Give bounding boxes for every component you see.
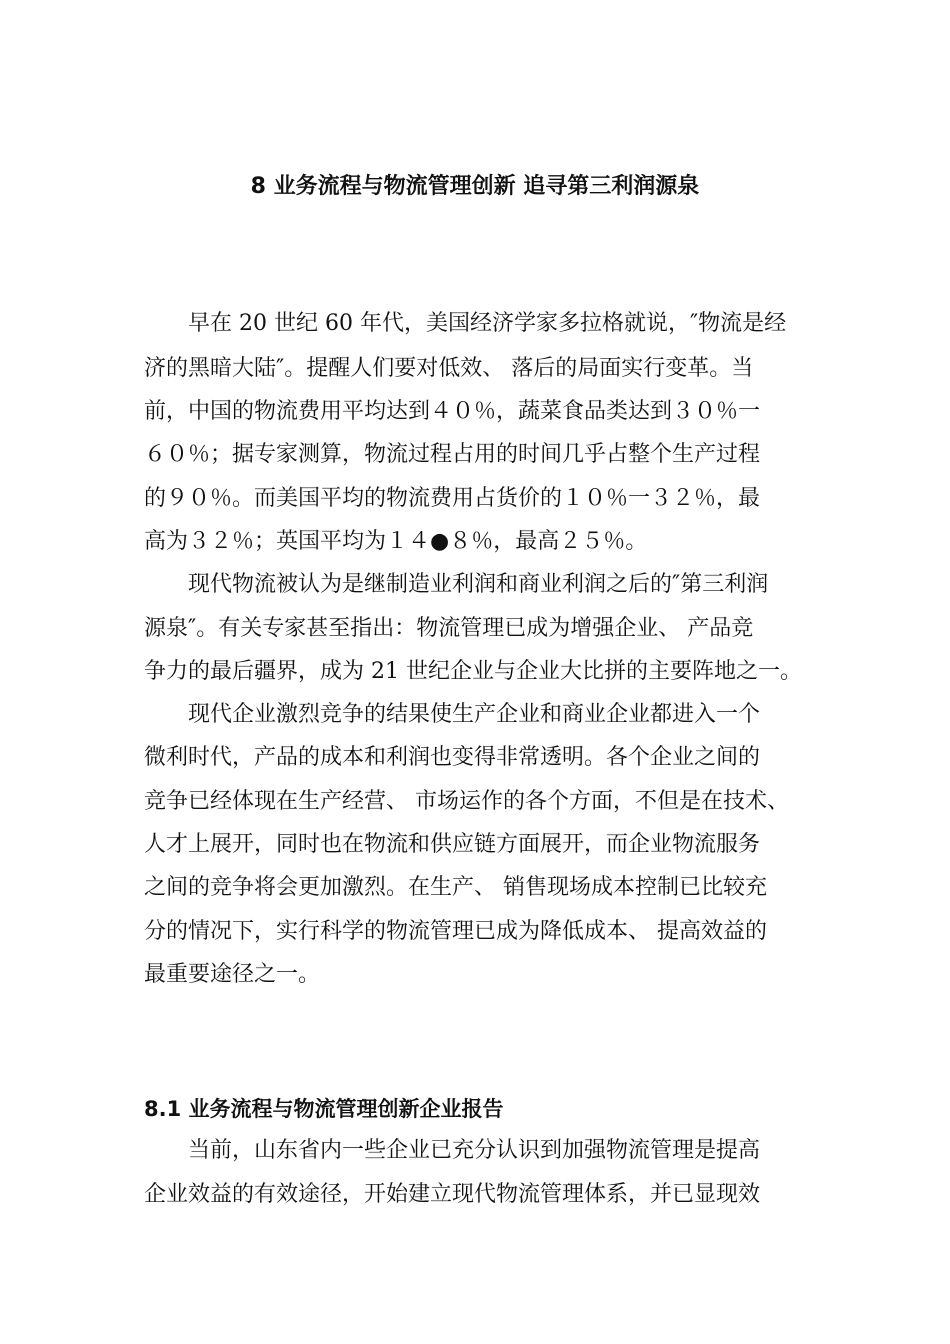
paragraph-line: 现代物流被认为是继制造业利润和商业利润之后的″第三利润 — [188, 572, 769, 597]
paragraph-line: 早在 20 世纪 60 年代，美国经济学家多拉格就说，″物流是经 — [188, 311, 787, 336]
paragraph-line: 最重要途径之一。 — [144, 962, 321, 987]
paragraph-line: 分的情况下，实行科学的物流管理已成为降低成本、 提高效益的 — [144, 919, 767, 944]
paragraph-line: 微利时代，产品的成本和利润也变得非常透明。各个企业之间的 — [144, 745, 761, 770]
paragraph-line: 现代企业激烈竞争的结果使生产企业和商业企业都进入一个 — [188, 702, 761, 727]
paragraph-line: 企业效益的有效途径，开始建立现代物流管理体系，并已显现效 — [144, 1182, 761, 1207]
document-title: 8 业务流程与物流管理创新 追寻第三利润源泉 — [250, 174, 700, 199]
paragraph-line: 源泉″。有关专家甚至指出：物流管理已成为增强企业、 产品竞 — [144, 616, 754, 641]
paragraph-line: 当前，山东省内一些企业已充分认识到加强物流管理是提高 — [188, 1138, 761, 1163]
paragraph-line: 的９０％。而美国平均的物流费用占货价的１０％一３２％，最 — [144, 486, 761, 511]
paragraph-line: 之间的竞争将会更加激烈。在生产、 销售现场成本控制已比较充 — [144, 875, 767, 900]
paragraph-line: 济的黑暗大陆″。提醒人们要对低效、 落后的局面实行变革。当 — [144, 356, 754, 381]
section-heading: 8.1 业务流程与物流管理创新企业报告 — [144, 1097, 504, 1121]
paragraph-line: 竞争已经体现在生产经营、 市场运作的各个方面，不但是在技术、 — [144, 789, 789, 814]
paragraph-line: 人才上展开，同时也在物流和供应链方面展开，而企业物流服务 — [144, 832, 761, 857]
paragraph-line: ６０％；据专家测算，物流过程占用的时间几乎占整个生产过程 — [144, 442, 761, 467]
paragraph-line: 前，中国的物流费用平均达到４０％，蔬菜食品类达到３０％一 — [144, 399, 761, 424]
paragraph-line: 争力的最后疆界，成为 21 世纪企业与企业大比拼的主要阵地之一。 — [144, 659, 802, 684]
paragraph-line: 高为３２％；英国平均为１４●８％，最高２５％。 — [144, 529, 648, 554]
